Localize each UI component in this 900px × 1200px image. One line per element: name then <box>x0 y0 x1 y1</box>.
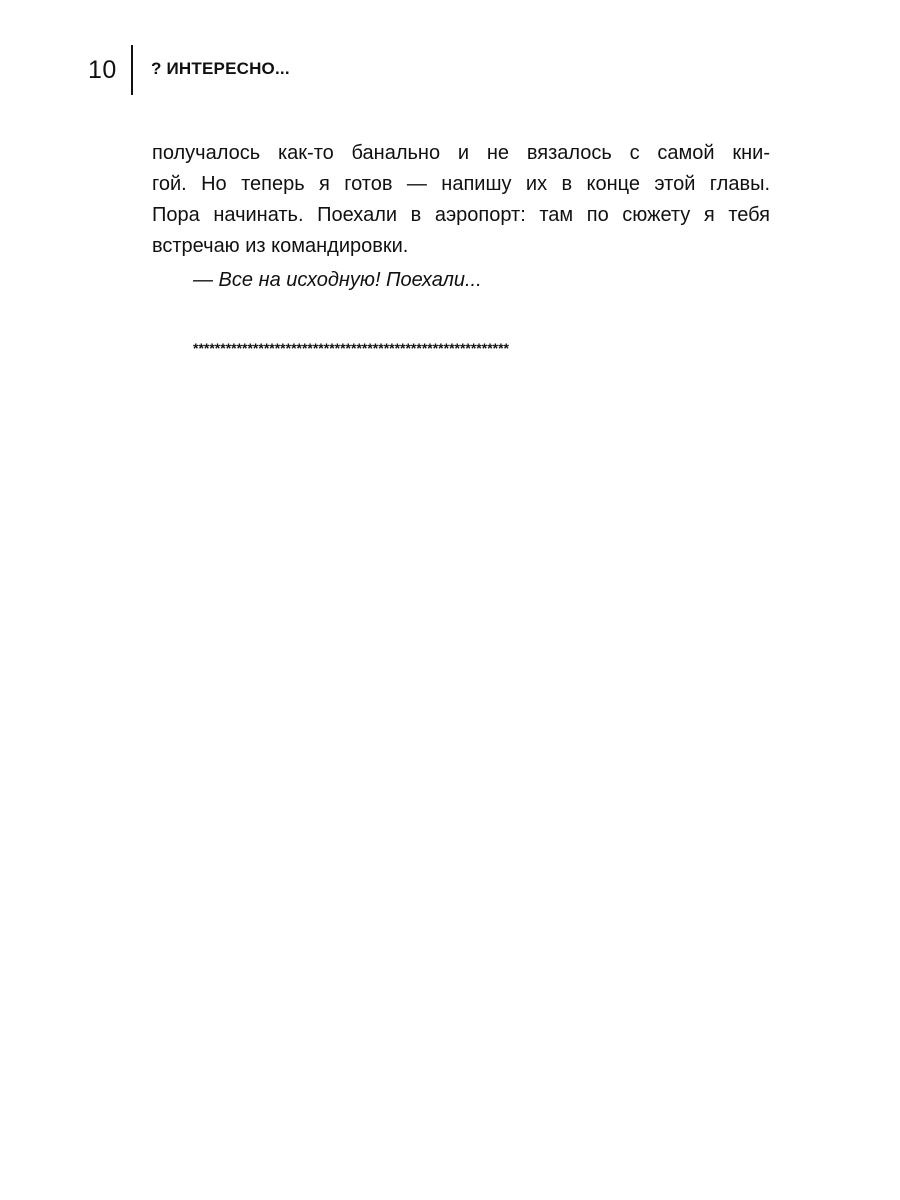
text-line: Пора начинать. Поехали в аэропорт: там по сюжету я тебя <box>152 204 770 226</box>
header-divider <box>131 45 133 95</box>
text-line: встречаю из командировки. <box>152 235 409 257</box>
running-header <box>88 44 290 96</box>
text-line: гой. Но теперь я готов — напишу их в конце этой главы. <box>152 173 770 195</box>
running-title: ? ИНТЕРЕСНО... <box>151 58 290 78</box>
text-line: получалось как-то банально и не вязалось с самой кни- <box>152 142 770 164</box>
page-number: 10 <box>88 55 117 84</box>
body-text <box>152 138 770 262</box>
section-separator: ********************************************************** <box>193 340 509 356</box>
dialogue-line: — Все на исходную! Поехали... <box>193 269 482 291</box>
